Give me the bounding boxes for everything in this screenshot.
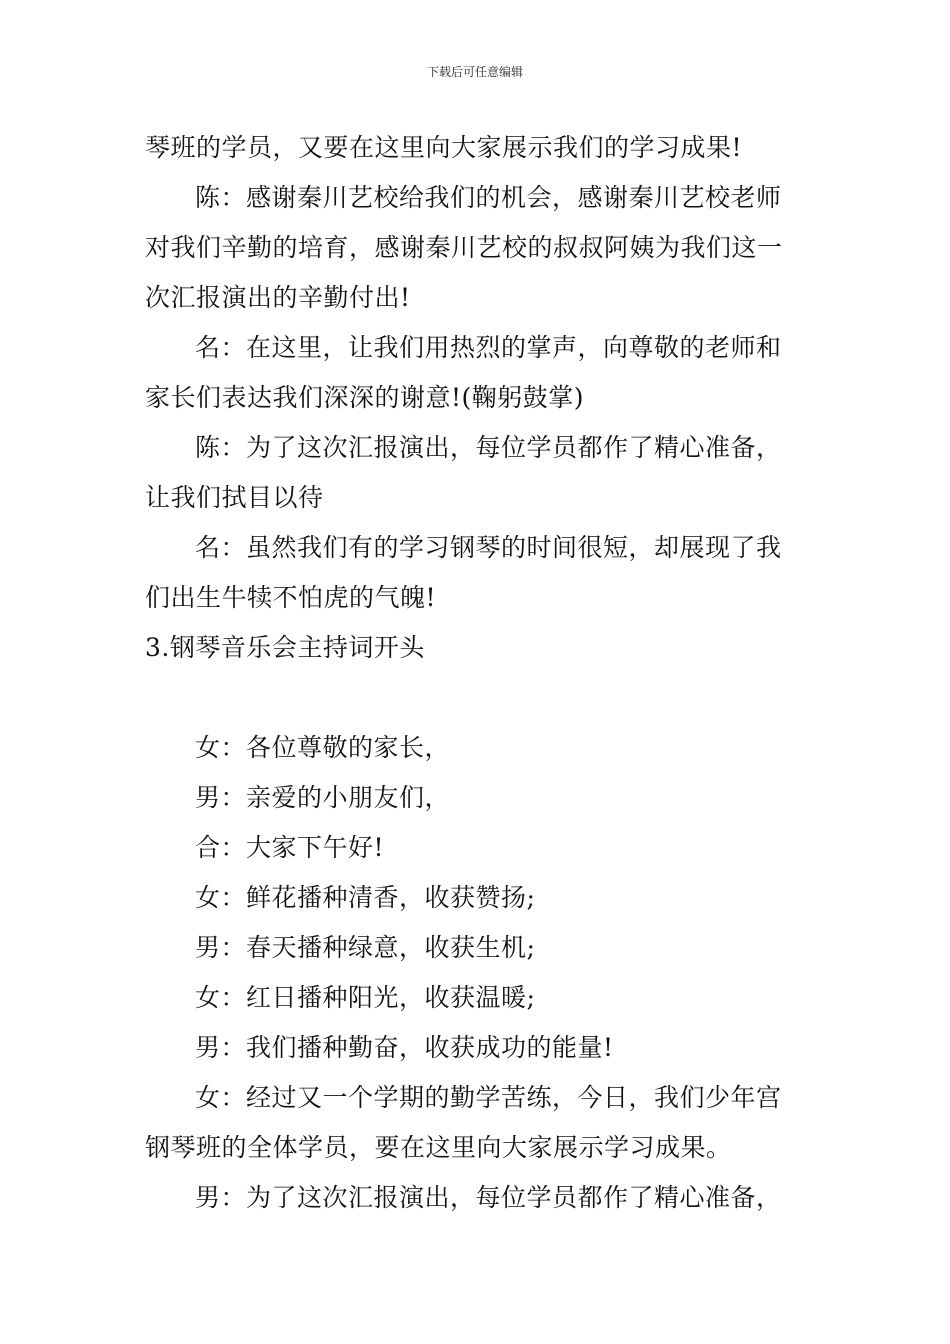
blank-line [145,673,807,723]
dialogue-line: 男：我们播种勤奋，收获成功的能量! [195,1033,614,1062]
dialogue-line: 名：虽然我们有的学习钢琴的时间很短，却展现了我 [195,533,782,562]
dialogue-line: 女：各位尊敬的家长， [195,733,451,762]
dialogue-line: 女：红日播种阳光，收获温暖; [195,983,536,1012]
text-line: 们出生牛犊不怕虎的气魄! [145,583,437,612]
dialogue-line: 男：为了这次汇报演出，每位学员都作了精心准备， [195,1183,782,1212]
text-line: 对我们辛勤的培育，感谢秦川艺校的叔叔阿姨为我们这一 [145,233,783,262]
text-line: 让我们拭目以待 [145,483,324,512]
text-line: 琴班的学员，又要在这里向大家展示我们的学习成果! [145,133,743,162]
text-line: 家长们表达我们深深的谢意!(鞠躬鼓掌) [145,383,585,412]
dialogue-line: 女：鲜花播种清香，收获赞扬; [195,883,536,912]
dialogue-line: 合：大家下午好! [195,833,385,862]
dialogue-line: 男：亲爱的小朋友们， [195,783,451,812]
text-line: 钢琴班的全体学员，要在这里向大家展示学习成果。 [145,1133,732,1162]
page-header-note: 下载后可任意编辑 [426,65,523,79]
section-heading: 3.钢琴音乐会主持词开头 [145,633,425,662]
document-body [145,123,807,1223]
dialogue-line: 陈：为了这次汇报演出，每位学员都作了精心准备， [195,433,782,462]
dialogue-line: 陈：感谢秦川艺校给我们的机会，感谢秦川艺校老师 [195,183,782,212]
dialogue-line: 名：在这里，让我们用热烈的掌声，向尊敬的老师和 [195,333,782,362]
dialogue-line: 女：经过又一个学期的勤学苦练，今日，我们少年宫 [195,1083,782,1112]
text-line: 次汇报演出的辛勤付出! [145,283,411,312]
dialogue-line: 男：春天播种绿意，收获生机; [195,933,536,962]
